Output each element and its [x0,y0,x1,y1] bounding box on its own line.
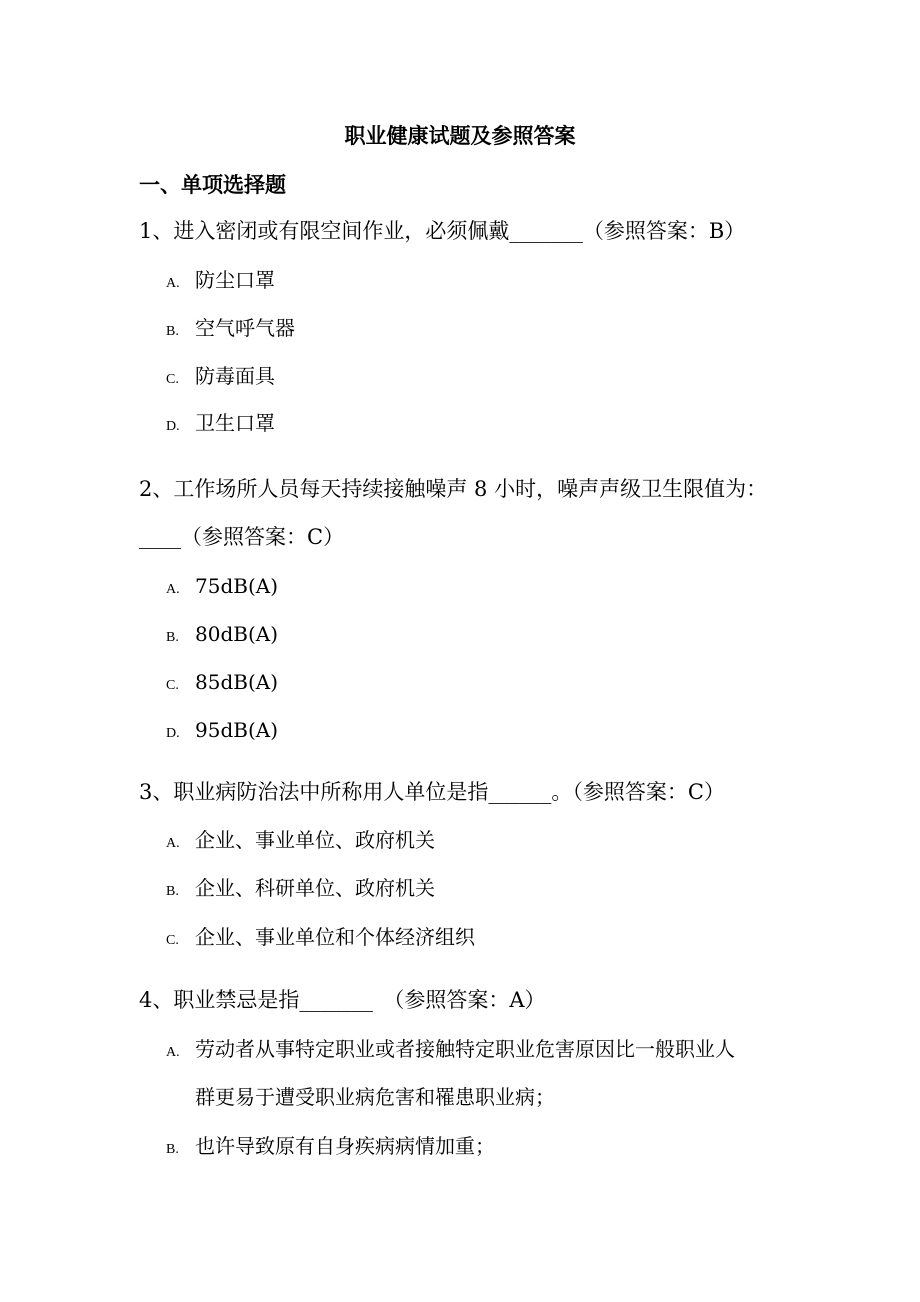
q4-option-b [166,1131,495,1165]
option-letter: C. [166,372,179,387]
option-letter: D. [166,726,180,741]
option-text: 75dB(A) [195,574,278,598]
q2-option-a [166,571,278,605]
option-text: 卫生口罩 [195,411,275,435]
question-3: 3、职业病防治法中所称用人单位是指______。（参照答案：C） [139,780,725,804]
option-letter: A. [166,836,180,851]
q3-option-c [166,922,475,956]
option-letter: B. [166,630,179,645]
option-text: 80dB(A) [195,622,278,646]
option-letter: A. [166,582,180,597]
option-text: 95dB(A) [195,718,278,742]
q1-option-b [166,313,295,347]
question-1: 1、进入密闭或有限空间作业，必须佩戴_______（参照答案：B） [139,219,746,243]
option-text: 空气呼气器 [195,316,295,340]
q2-option-c [166,667,278,701]
question-2-line-1: 2、工作场所人员每天持续接触噪声 8 小时，噪声声级卫生限值为： [139,477,768,501]
option-text: 企业、事业单位、政府机关 [195,828,435,852]
question-2-line-2: ____（参照答案：C） [139,525,345,549]
option-text: 防尘口罩 [195,268,275,292]
q1-option-a [166,265,275,299]
option-letter: A. [166,276,180,291]
q3-option-b [166,873,435,907]
option-text: 85dB(A) [195,670,278,694]
option-letter: B. [166,884,179,899]
question-4: 4、职业禁忌是指_______ （参照答案：A） [139,988,546,1012]
option-text: 企业、科研单位、政府机关 [195,876,435,900]
q4-option-a [166,1034,735,1068]
option-text: 劳动者从事特定职业或者接触特定职业危害原因比一般职业人 [195,1037,735,1061]
option-text: 防毒面具 [195,364,275,388]
q1-option-c [166,361,275,395]
option-letter: A. [166,1045,180,1060]
q2-option-d [166,715,278,749]
option-text: 也许导致原有自身疾病病情加重； [195,1134,495,1158]
option-letter: D. [166,419,180,434]
q1-option-d [166,408,275,442]
page-title: 职业健康试题及参照答案 [344,123,576,148]
option-text: 企业、事业单位和个体经济组织 [195,925,475,949]
q2-option-b [166,619,278,653]
option-letter: B. [166,1142,179,1157]
option-letter: C. [166,678,179,693]
q3-option-a [166,825,435,859]
section-heading: 一、单项选择题 [139,172,286,197]
q4-option-a-continued: 群更易于遭受职业病危害和罹患职业病； [195,1085,555,1109]
option-letter: C. [166,933,179,948]
option-letter: B. [166,324,179,339]
